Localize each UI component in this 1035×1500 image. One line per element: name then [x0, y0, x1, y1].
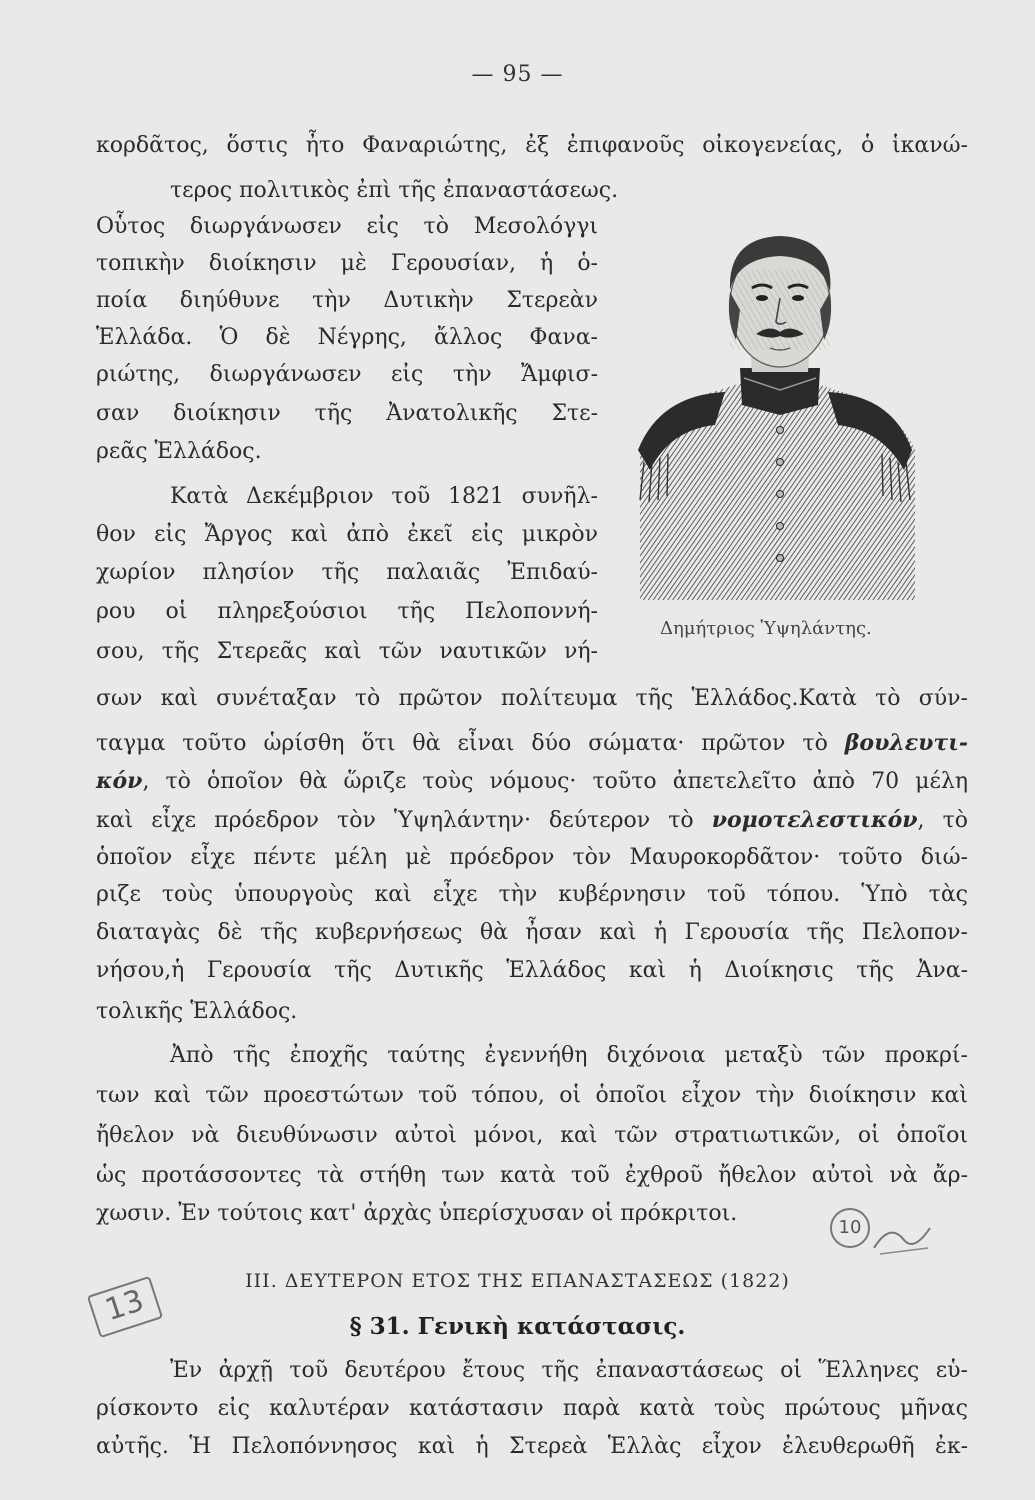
text-line: ρου οἱ πληρεξούσιοι τῆς Πελοποννή- [96, 599, 598, 624]
text-line: ἤθελον νὰ διευθύνωσιν αὐτοὶ μόνοι, καὶ τῶν στρατιωτικῶν, οἱ ὁποῖοι [96, 1123, 968, 1148]
text-line [96, 732, 968, 755]
text-line: χωσιν. Ἐν τούτοις κατ' ἀρχὰς ὑπερίσχυσαν οἱ πρόκριτοι. [96, 1201, 738, 1226]
text-line: σου, τῆς Στερεᾶς καὶ τῶν ναυτικῶν νή- [96, 639, 598, 664]
text-line: Κατὰ Δεκέμβριον τοῦ 1821 συνῆλ- [170, 484, 598, 509]
text-line: ριώτης, διωργάνωσεν εἰς τὴν Ἄμφισ- [96, 362, 598, 387]
text-line: ὡς προτάσσοντες τὰ στήθη των κατὰ τοῦ ἐχθροῦ ἤθελον αὐτοὶ νὰ ἄρ- [96, 1163, 968, 1188]
section-heading: ΙΙΙ. ΔΕΥΤΕΡΟΝ ΕΤΟΣ ΤΗΣ ΕΠΑΝΑΣΤΑΣΕΩΣ (1822) [245, 1270, 790, 1292]
bold-term: βουλευτι- [844, 730, 968, 756]
text-line: ρεᾶς Ἑλλάδος. [96, 439, 262, 464]
text-line: νήσου,ἡ Γερουσία τῆς Δυτικῆς Ἑλλάδος καὶ ἡ Διοίκησις τῆς Ἀνα- [96, 958, 968, 983]
text-line: Ἐν ἀρχῇ τοῦ δευτέρου ἔτους τῆς ἐπαναστάσεως οἱ Ἕλληνες εὑ- [170, 1358, 968, 1383]
text-line: ποία διηύθυνε τὴν Δυτικὴν Στερεὰν [96, 288, 598, 313]
text-line: Ἑλλάδα. Ὁ δὲ Νέγρης, ἄλλος Φανα- [96, 325, 598, 350]
text-line [96, 809, 968, 832]
text-line: ριζε τοὺς ὑπουργοὺς καὶ εἶχε τὴν κυβέρνησιν τοῦ τόπου. Ὑπὸ τὰς [96, 882, 968, 907]
text-line: αὐτῆς. Ἡ Πελοπόννησος καὶ ἡ Στερεὰ Ἑλλὰς εἶχον ἐλευθερωθῆ ἐκ- [96, 1434, 968, 1459]
text-segment: καὶ εἶχε πρόεδρον τὸν Ὑψηλάντην· δεύτερον τὸ [96, 808, 712, 833]
portrait-engraving [630, 200, 920, 600]
page-number: — 95 — [471, 62, 564, 87]
text-line: Ἀπὸ τῆς ἐποχῆς ταύτης ἐγεννήθη διχόνοια μεταξὺ τῶν προκρί- [170, 1043, 968, 1068]
subsection-heading: § 31. Γενικὴ κατάστασις. [349, 1313, 686, 1340]
text-line: χωρίον πλησίον τῆς παλαιᾶς Ἐπιδαύ- [96, 560, 598, 585]
handwritten-mark [870, 1218, 940, 1258]
text-line: διαταγὰς δὲ τῆς κυβερνήσεως θὰ ἦσαν καὶ ἡ Γερουσία τῆς Πελοπον- [96, 920, 968, 945]
text-line: τολικῆς Ἑλλάδος. [96, 999, 298, 1024]
text-segment: , τὸ [917, 808, 968, 833]
text-line: ὁποῖον εἶχε πέντε μέλη μὲ πρόεδρον τὸν Μαυροκορδᾶτον· τοῦτο διώ- [96, 845, 968, 870]
text-line: Οὗτος διωργάνωσεν εἰς τὸ Μεσολόγγι [96, 214, 598, 239]
text-line: κορδᾶτος, ὅστις ἦτο Φαναριώτης, ἐξ ἐπιφανοῦς οἰκογενείας, ὁ ἱκανώ- [96, 133, 968, 158]
archive-stamp-box: 13 [87, 1276, 163, 1338]
text-line: σαν διοίκησιν τῆς Ἀνατολικῆς Στε- [96, 401, 598, 426]
bold-term: κόν [96, 768, 143, 794]
text-line: τοπικὴν διοίκησιν μὲ Γερουσίαν, ἡ ὁ- [96, 251, 598, 276]
archive-stamp-circle: 10 [830, 1208, 870, 1248]
bold-term: νομοτελεστικόν [711, 807, 918, 833]
text-line: τερος πολιτικὸς ἐπὶ τῆς ἐπαναστάσεως. [170, 178, 619, 203]
text-segment: , τὸ ὁποῖον θὰ ὥριζε τοὺς νόμους· τοῦτο ἀπετελεῖτο ἀπὸ 70 μέλη [142, 769, 968, 794]
text-line: των καὶ τῶν προεστώτων τοῦ τόπου, οἱ ὁποῖοι εἶχον τὴν διοίκησιν καὶ [96, 1083, 968, 1108]
text-line: θον εἰς Ἄργος καὶ ἀπὸ ἐκεῖ εἰς μικρὸν [96, 522, 598, 547]
portrait-caption: Δημήτριος Ὑψηλάντης. [660, 618, 872, 639]
text-line [96, 770, 968, 793]
text-line: σων καὶ συνέταξαν τὸ πρῶτον πολίτευμα τῆς Ἑλλάδος.Κατὰ τὸ σύν- [96, 686, 968, 711]
text-line: ρίσκοντο εἰς καλυτέραν κατάστασιν παρὰ κατὰ τοὺς πρώτους μῆνας [96, 1396, 968, 1421]
text-segment: ταγμα τοῦτο ὡρίσθη ὅτι θὰ εἶναι δύο σώματα· πρῶτον τὸ [96, 731, 845, 756]
